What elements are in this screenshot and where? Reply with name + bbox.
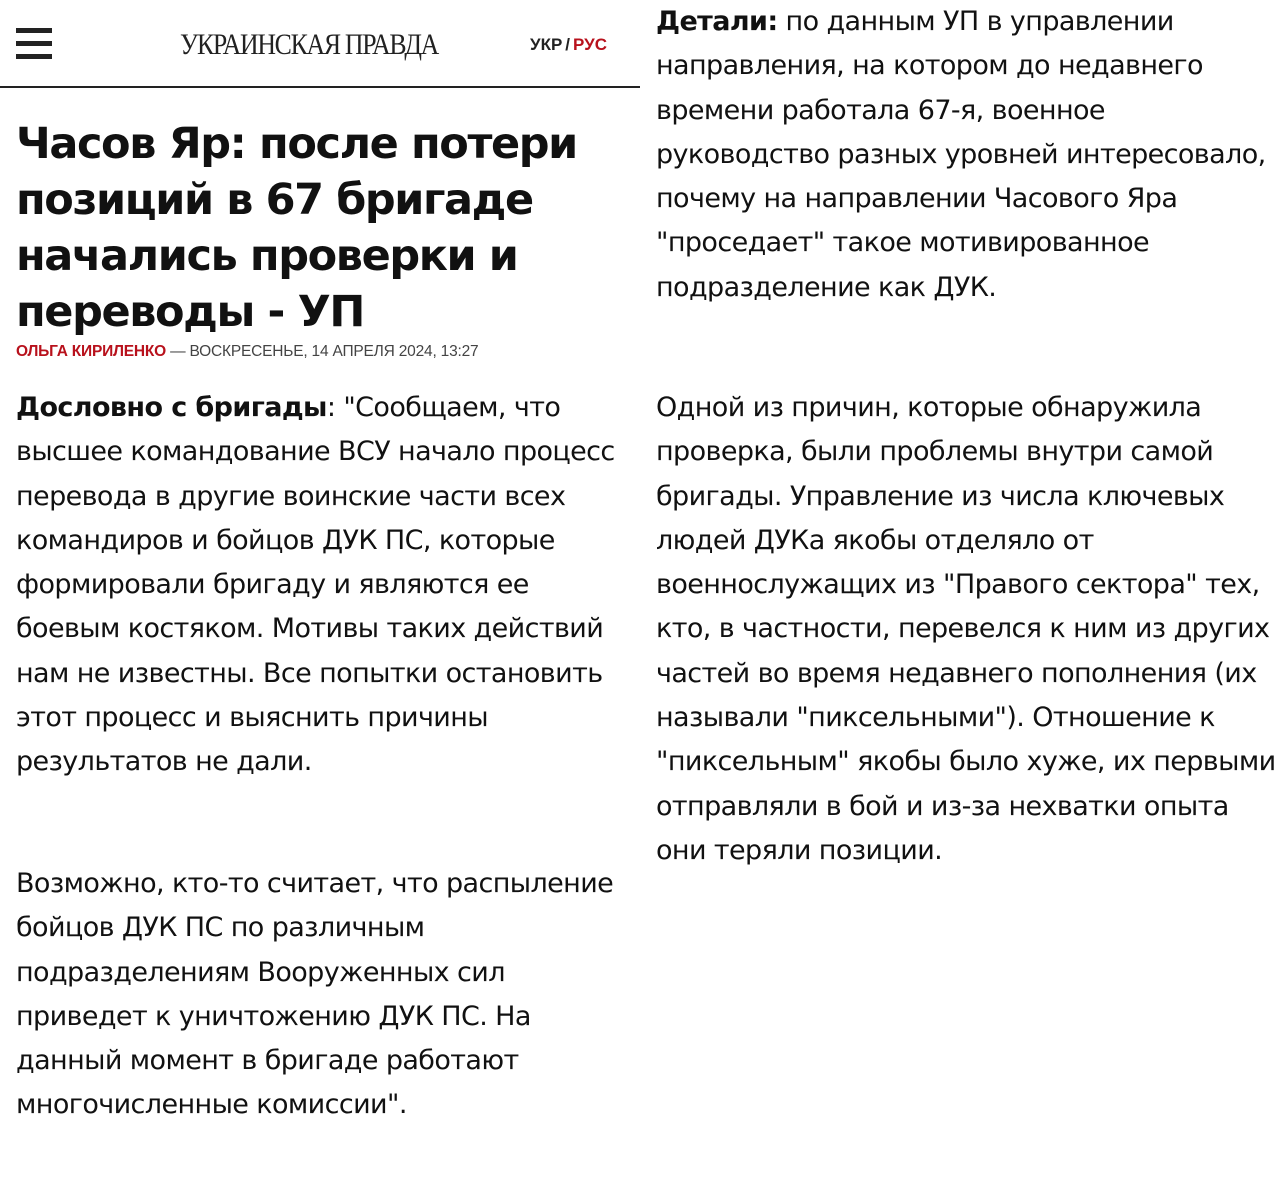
paragraph-text: Возможно, кто-то считает, что распыление бойцов ДУК ПС по различным подразделениям Вооруженных сил приведет к уничтожению ДУК ПС. На данный момент в бригаде работают многочисленные комиссии". xyxy=(16,868,614,1121)
publish-date: — ВОСКРЕСЕНЬЕ, 14 АПРЕЛЯ 2024, 13:27 xyxy=(166,343,479,360)
article-headline: Часов Яр: после потери позиций в 67 бригаде начались проверки и переводы - УП xyxy=(16,119,577,337)
site-logo[interactable]: УКРАИНСКАЯ ПРАВДА xyxy=(180,28,438,61)
menu-bar-bottom xyxy=(16,54,52,59)
paragraph-lead: Дословно с бригады xyxy=(16,392,327,423)
menu-bar-middle xyxy=(16,41,52,46)
article-paragraph-4 xyxy=(656,386,1276,873)
lang-separator: / xyxy=(565,35,571,54)
paragraph-text: : "Сообщаем, что высшее командование ВСУ начало процесс перевода в другие воинские части всех командиров и бойцов ДУК ПС, которые формировали бригаду и являются ее боевым костяком. Мотивы таких действий нам не известны. Все попытки остановить этот процесс и выяснить причины результатов не дали. xyxy=(16,392,615,778)
lang-ukr-link[interactable]: УКР xyxy=(530,35,563,54)
menu-bar-top xyxy=(16,28,52,33)
author-link[interactable]: ОЛЬГА КИРИЛЕНКО xyxy=(16,343,167,360)
hamburger-menu-icon[interactable] xyxy=(16,28,52,60)
paragraph-text: Одной из причин, которые обнаружила проверка, были проблемы внутри самой бригады. Управление из числа ключевых людей ДУКа якобы отделяло от военнослужащих из "Правого сектора" тех, кто, в частности, перевелся к ним из других частей во время недавнего пополнения (их называли "пиксельными"). Отношение к "пиксельным" якобы было хуже, их первыми отправляли в бой и из-за нехватки опыта они теряли позиции. xyxy=(656,392,1276,866)
site-header xyxy=(0,0,640,88)
article-paragraph-1 xyxy=(16,386,631,785)
article-paragraph-3 xyxy=(656,0,1276,310)
language-switcher xyxy=(530,35,607,55)
paragraph-lead: Детали: xyxy=(656,6,778,37)
article-byline xyxy=(16,343,478,361)
article-paragraph-2 xyxy=(16,862,631,1128)
paragraph-text: по данным УП в управлении направления, на котором до недавнего времени работала 67-я, военное руководство разных уровней интересовало, почему на направлении Часового Яра "проседает" такое мотивированное подразделение как ДУК. xyxy=(656,6,1266,303)
lang-rus-link[interactable]: РУС xyxy=(573,35,607,54)
